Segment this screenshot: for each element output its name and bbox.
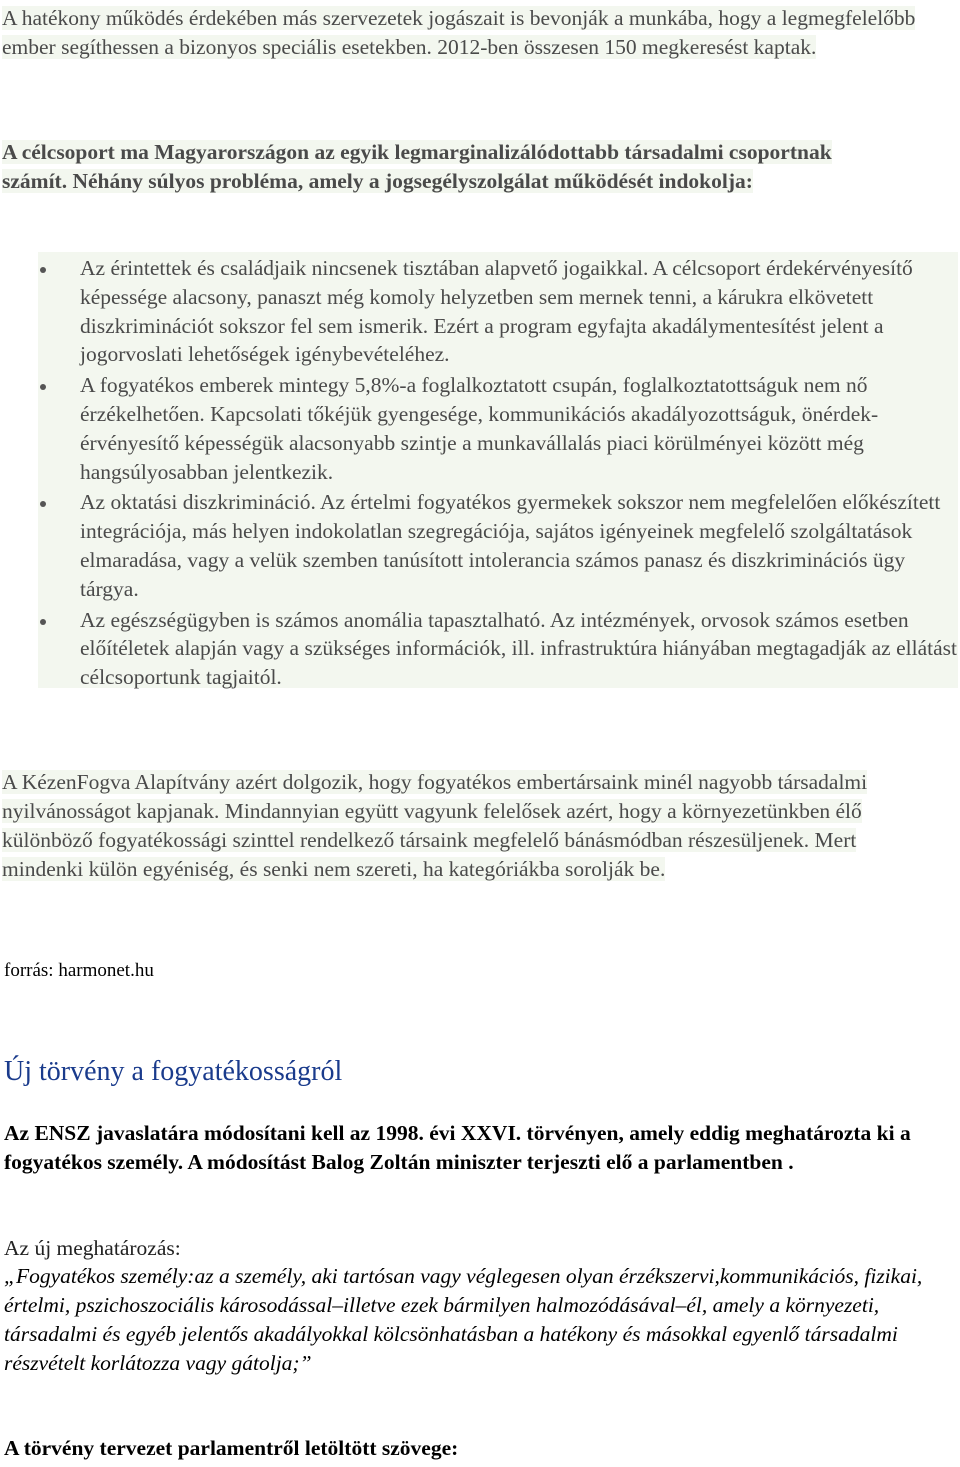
- list-item: [38, 486, 958, 603]
- list-item-text: A fogyatékos emberek mintegy 5,8%-a foglalkoztatott csupán, foglalkoztatottságuk nem nő érzékelhetően. Kapcsolati tőkéjük gyengesége, kommunikációs akadályozottságuk, önérdek-érvényesítő képességük alacsonyabb szintje a munkavállalás piaci körülményei között még hangsúlyosabban jelentkezik.: [80, 373, 879, 484]
- article-lead: Az ENSZ javaslatára módosítani kell az 1998. évi XXVI. törvényen, amely eddig meghatározta ki a fogyatékos személy. A módosítást Balog Zoltán miniszter terjeszti elő a parlamentben .: [4, 1121, 911, 1174]
- target-group-text: A célcsoport ma Magyarországon az egyik legmarginalizálódottabb társadalmi csoportnak számít. Néhány súlyos probléma, amely a jogsegélyszolgálat működését indokolja:: [2, 140, 832, 193]
- foundation-paragraph: [2, 768, 922, 884]
- foundation-text: A KézenFogva Alapítvány azért dolgozik, hogy fogyatékos embertársaink minél nagyobb társadalmi nyilvánosságot kapjanak. Mindannyian együtt vagyunk felelősek azért, hogy a környezetünkben élő különböző fogyatékossági szinttel rendelkező társaink megfelelő bánásmódban részesüljenek. Mert mindenki külön egyéniség, és senki nem szereti, ha kategóriákba sorolják be.: [2, 770, 868, 881]
- list-item-text: Az oktatási diszkrimináció. Az értelmi fogyatékos gyermekek sokszor nem megfelelően előkészített integrációja, más helyen indokolatlan szegregációja, sajátos igényeinek megfelelő szolgáltatások elmaradása, vagy a velük szemben tanúsított intolerancia számos panasz és diszkriminációs ügy tárgya.: [80, 490, 941, 601]
- download-label: A törvény tervezet parlamentről letöltött szövege:: [4, 1436, 459, 1460]
- list-item-text: Az érintettek és családjaik nincsenek tisztában alapvető jogaikkal. A célcsoport érdekérvényesítő képessége alacsony, panaszt még komoly helyzetben sem mernek tenni, a kárukra elkövetett diszkriminációt sokszor fel sem ismerik. Ezért a program egyfajta akadálymentesítést jelent a jogorvoslati lehetőségek igénybevételéhez.: [80, 256, 913, 367]
- list-item: [38, 604, 958, 692]
- intro-text: A hatékony működés érdekében más szervezetek jogászait is bevonják a munkába, hogy a legmegfelelőbb ember segíthessen a bizonyos speciális esetekben. 2012-ben összesen 150 megkeresést kaptak.: [2, 6, 916, 59]
- list-item-text: Az egészségügyben is számos anomália tapasztalható. Az intézmények, orvosok számos esetben előítéletek alapján vagy a szükséges információk, ill. infrastruktúra hiányában megtagadják az ellátást célcsoportunk tagjaitól.: [80, 607, 957, 690]
- problems-list: [38, 252, 958, 692]
- definition-quote: „Fogyatékos személy:az a személy, aki tartósan vagy véglegesen olyan érzékszervi,kommunikációs, fizikai, értelmi, pszichoszociális károsodással–illetve ezek bármilyen halmozódásával–él, amely a környezeti, társadalmi és egyéb jelentős akadályokkal kölcsönhatásban a hatékony és másokkal egyenlő társadalmi részvételt korlátozza vagy gátolja;”: [4, 1264, 923, 1375]
- definition-label: Az új meghatározás:: [4, 1236, 181, 1260]
- bullet-icon: [40, 501, 46, 507]
- bullet-icon: [40, 619, 46, 625]
- intro-paragraph: [2, 4, 922, 62]
- list-item: [38, 369, 958, 486]
- bullet-icon: [40, 267, 46, 273]
- problems-list-box: [38, 252, 958, 688]
- article-title: Új törvény a fogyatékosságról: [4, 1056, 343, 1087]
- target-group-paragraph: [2, 138, 902, 196]
- list-item: [38, 252, 958, 369]
- bullet-icon: [40, 384, 46, 390]
- source-credit: forrás: harmonet.hu: [4, 960, 154, 981]
